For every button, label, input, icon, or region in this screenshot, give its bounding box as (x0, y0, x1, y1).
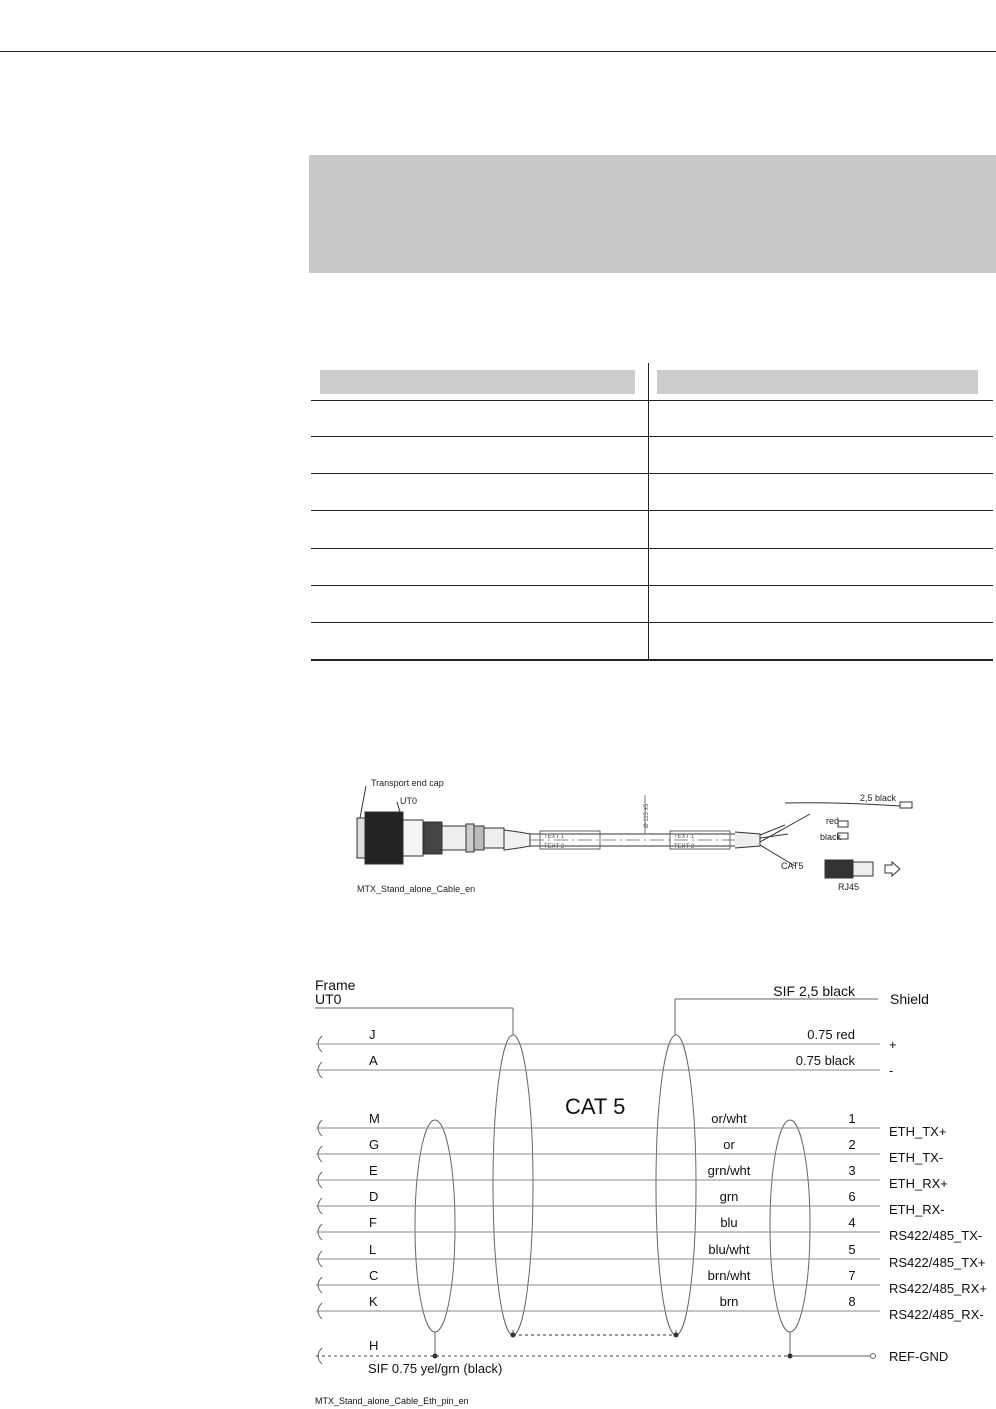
table-row-line (311, 473, 993, 474)
table-column-divider (648, 363, 649, 660)
wire-color-label: brn (719, 1294, 739, 1309)
signal-label: ETH_RX- (889, 1202, 945, 1217)
label-transport-end-cap: Transport end cap (371, 778, 444, 788)
table-header-right (657, 370, 978, 394)
label-text2: TEXT 2 (674, 844, 695, 850)
header-rule (0, 51, 996, 52)
pin-label: E (369, 1163, 378, 1178)
pin-label: G (369, 1137, 380, 1152)
rj45-pin-label: 6 (848, 1189, 856, 1204)
pin-label: K (369, 1294, 378, 1309)
table-row-line (311, 548, 993, 549)
pin-label: M (369, 1111, 380, 1126)
shield-ellipse (415, 1120, 455, 1332)
table-row-line (311, 510, 993, 511)
figure-caption: MTX_Stand_alone_Cable_en (357, 884, 476, 894)
wire-color-label: or (723, 1137, 735, 1152)
shield-ellipse (656, 1035, 696, 1335)
label-cat5: CAT5 (781, 861, 804, 871)
label-text1: TEXT 1 (544, 834, 565, 840)
signal-label: RS422/485_TX- (889, 1228, 983, 1243)
cable-drawing (340, 770, 940, 906)
table-bottom-line (311, 659, 993, 661)
table-row-line (311, 622, 993, 623)
knurl-ring (424, 822, 442, 854)
label-wire-black: black (820, 832, 842, 842)
rj45-pin-label: 7 (848, 1268, 856, 1283)
wire-color-label: brn/wht (707, 1268, 751, 1283)
label-connector: UT0 (400, 796, 418, 806)
pin-label: D (369, 1189, 379, 1204)
rj45-pin-label: 2 (848, 1137, 856, 1152)
figure-caption: MTX_Stand_alone_Cable_Eth_pin_en (315, 1396, 469, 1406)
signal-label: REF-GND (889, 1349, 949, 1364)
signal-label: RS422/485_RX- (889, 1307, 984, 1322)
signal-label: - (889, 1063, 894, 1078)
wire-color-label: or/wht (711, 1111, 747, 1126)
connector-body (365, 812, 403, 864)
signal-label: ETH_TX+ (889, 1124, 947, 1139)
label-text1: TEXT 1 (674, 834, 695, 840)
shield-ellipse (493, 1035, 533, 1335)
signal-label: RS422/485_RX+ (889, 1281, 987, 1296)
rj45-plug (825, 860, 853, 878)
rj45-pin-label: 5 (848, 1242, 856, 1257)
frame-label: Frame (315, 977, 356, 993)
wire-color-label: grn (719, 1189, 739, 1204)
note-box (309, 155, 996, 273)
cat5-label: CAT 5 (565, 1094, 626, 1119)
pin-label: H (369, 1338, 379, 1353)
pin-label: J (369, 1027, 376, 1042)
arrow-right-icon (885, 862, 900, 876)
shield-wire (785, 803, 900, 806)
wire-color-label: 0.75 black (795, 1053, 855, 1068)
pin-label: L (369, 1242, 377, 1257)
rj45-pin-label: 3 (848, 1163, 856, 1178)
pin-diagram (0, 970, 996, 1409)
signal-label: ETH_TX- (889, 1150, 944, 1165)
pin-label: A (369, 1053, 378, 1068)
table-row-line (311, 585, 993, 586)
end-cap-shape (357, 818, 365, 858)
rj45-pin-label: 4 (848, 1215, 856, 1230)
shield-signal-label: Shield (890, 991, 929, 1007)
signal-label: + (889, 1037, 897, 1052)
table-row-line (311, 400, 993, 401)
label-rj45: RJ45 (838, 882, 860, 892)
table-row-line (311, 436, 993, 437)
signal-label: RS422/485_TX+ (889, 1255, 986, 1270)
pin-rows (316, 1027, 987, 1376)
pin-label: F (369, 1215, 377, 1230)
label-wire-shield: 2,5 black (860, 793, 897, 803)
wire-color-label: blu/wht (708, 1242, 750, 1257)
shield-wire-label: SIF 2,5 black (773, 983, 855, 999)
wire-color-label: 0.75 red (807, 1027, 855, 1042)
shield-ellipse (770, 1120, 810, 1332)
table-header-left (320, 370, 635, 394)
wire-color-label: SIF 0.75 yel/grn (black) (368, 1361, 503, 1376)
label-text2: TEXT 2 (544, 844, 565, 850)
frame-label-connector: UT0 (315, 991, 342, 1007)
terminal-icon (871, 1354, 876, 1359)
label-diameter: Ø 115 ±5 (644, 803, 650, 828)
label-wire-red: red (826, 816, 840, 826)
rj45-pin-label: 8 (848, 1294, 856, 1309)
rj45-pin-label: 1 (848, 1111, 856, 1126)
wire-color-label: blu (720, 1215, 738, 1230)
signal-label: ETH_RX+ (889, 1176, 948, 1191)
pin-label: C (369, 1268, 379, 1283)
wire-color-label: grn/wht (707, 1163, 751, 1178)
